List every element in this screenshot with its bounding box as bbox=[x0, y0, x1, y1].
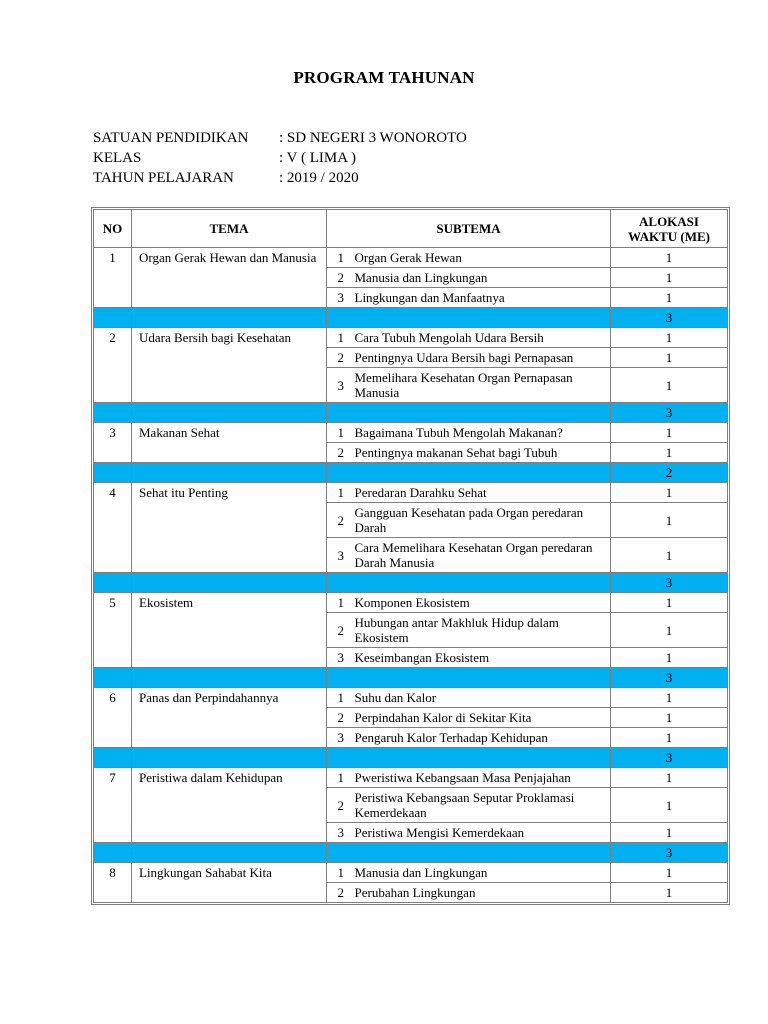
subtheme-number: 2 bbox=[327, 503, 353, 538]
subtotal-allocation: 3 bbox=[611, 668, 728, 688]
table-row bbox=[94, 328, 728, 348]
subtheme-name: Cara Tubuh Mengolah Udara Bersih bbox=[353, 328, 611, 348]
subtheme-name: Manusia dan Lingkungan bbox=[353, 268, 611, 288]
info-label: KELAS bbox=[93, 150, 142, 166]
subtheme-number: 3 bbox=[327, 728, 353, 748]
table-row bbox=[94, 593, 728, 613]
subtotal-allocation: 2 bbox=[611, 463, 728, 483]
theme-name: Udara Bersih bagi Kesehatan bbox=[132, 328, 327, 403]
subtotal-cell-blank bbox=[327, 463, 611, 483]
subtotal-cell-blank bbox=[132, 308, 327, 328]
theme-name: Makanan Sehat bbox=[132, 423, 327, 463]
subtheme-name: Memelihara Kesehatan Organ Pernapasan Manusia bbox=[353, 368, 611, 403]
subtotal-row bbox=[94, 403, 728, 423]
subtotal-cell-blank bbox=[94, 573, 132, 593]
table-row bbox=[94, 768, 728, 788]
subtheme-allocation: 1 bbox=[611, 863, 728, 883]
subtheme-allocation: 1 bbox=[611, 613, 728, 648]
subtheme-allocation: 1 bbox=[611, 248, 728, 268]
subtheme-name: Hubungan antar Makhluk Hidup dalam Ekosistem bbox=[353, 613, 611, 648]
theme-number: 6 bbox=[94, 688, 132, 748]
info-label: SATUAN PENDIDIKAN bbox=[93, 130, 249, 146]
subtheme-number: 1 bbox=[327, 423, 353, 443]
subtheme-name: Gangguan Kesehatan pada Organ peredaran Darah bbox=[353, 503, 611, 538]
table-row bbox=[94, 863, 728, 883]
info-value: : SD NEGERI 3 WONOROTO bbox=[279, 130, 467, 146]
subtheme-name: Peristiwa Kebangsaan Seputar Proklamasi Kemerdekaan bbox=[353, 788, 611, 823]
theme-name: Lingkungan Sahabat Kita bbox=[132, 863, 327, 903]
subtotal-allocation: 3 bbox=[611, 573, 728, 593]
subtotal-cell-blank bbox=[132, 403, 327, 423]
subtheme-name: Organ Gerak Hewan bbox=[353, 248, 611, 268]
subtheme-number: 1 bbox=[327, 248, 353, 268]
header-subtema: SUBTEMA bbox=[327, 210, 611, 248]
theme-name: Sehat itu Penting bbox=[132, 483, 327, 573]
theme-number: 2 bbox=[94, 328, 132, 403]
table-row bbox=[94, 483, 728, 503]
subtotal-cell-blank bbox=[94, 463, 132, 483]
subtheme-name: Komponen Ekosistem bbox=[353, 593, 611, 613]
theme-number: 1 bbox=[94, 248, 132, 308]
info-row-tahun bbox=[93, 168, 467, 188]
info-label: TAHUN PELAJARAN bbox=[93, 170, 234, 186]
subtotal-row bbox=[94, 668, 728, 688]
table-body bbox=[94, 248, 728, 903]
subtotal-row bbox=[94, 463, 728, 483]
page-title: PROGRAM TAHUNAN bbox=[293, 68, 475, 87]
subtheme-allocation: 1 bbox=[611, 728, 728, 748]
subtotal-allocation: 3 bbox=[611, 308, 728, 328]
table-row bbox=[94, 423, 728, 443]
subtheme-number: 2 bbox=[327, 268, 353, 288]
subtheme-number: 2 bbox=[327, 348, 353, 368]
theme-number: 3 bbox=[94, 423, 132, 463]
subtotal-cell-blank bbox=[132, 748, 327, 768]
subtotal-allocation: 3 bbox=[611, 748, 728, 768]
header-alokasi-line1: ALOKASI bbox=[639, 213, 699, 229]
subtotal-cell-blank bbox=[94, 748, 132, 768]
school-info bbox=[93, 128, 467, 188]
subtotal-allocation: 3 bbox=[611, 403, 728, 423]
subtotal-cell-blank bbox=[327, 748, 611, 768]
subtheme-number: 3 bbox=[327, 288, 353, 308]
subtheme-name: Perubahan Lingkungan bbox=[353, 883, 611, 903]
subtheme-allocation: 1 bbox=[611, 788, 728, 823]
subtheme-allocation: 1 bbox=[611, 883, 728, 903]
subtotal-cell-blank bbox=[132, 573, 327, 593]
table-row bbox=[94, 248, 728, 268]
subtheme-number: 3 bbox=[327, 648, 353, 668]
subtheme-name: Peredaran Darahku Sehat bbox=[353, 483, 611, 503]
header-tema: TEMA bbox=[132, 210, 327, 248]
subtotal-cell-blank bbox=[94, 843, 132, 863]
subtheme-allocation: 1 bbox=[611, 288, 728, 308]
subtotal-cell-blank bbox=[327, 403, 611, 423]
subtheme-allocation: 1 bbox=[611, 348, 728, 368]
subtheme-number: 1 bbox=[327, 768, 353, 788]
subtheme-number: 1 bbox=[327, 483, 353, 503]
subtotal-cell-blank bbox=[132, 463, 327, 483]
subtheme-name: Pengaruh Kalor Terhadap Kehidupan bbox=[353, 728, 611, 748]
subtheme-allocation: 1 bbox=[611, 443, 728, 463]
subtheme-number: 1 bbox=[327, 328, 353, 348]
subtheme-allocation: 1 bbox=[611, 503, 728, 538]
subtheme-allocation: 1 bbox=[611, 688, 728, 708]
subtotal-row bbox=[94, 308, 728, 328]
theme-number: 5 bbox=[94, 593, 132, 668]
info-row-satuan bbox=[93, 128, 467, 148]
subtheme-name: Suhu dan Kalor bbox=[353, 688, 611, 708]
theme-number: 7 bbox=[94, 768, 132, 843]
subtheme-number: 1 bbox=[327, 863, 353, 883]
subtheme-name: Perpindahan Kalor di Sekitar Kita bbox=[353, 708, 611, 728]
subtheme-number: 3 bbox=[327, 368, 353, 403]
subtheme-allocation: 1 bbox=[611, 538, 728, 573]
theme-name: Panas dan Perpindahannya bbox=[132, 688, 327, 748]
subtheme-name: Cara Memelihara Kesehatan Organ peredaran Darah Manusia bbox=[353, 538, 611, 573]
subtotal-cell-blank bbox=[132, 668, 327, 688]
subtheme-name: Manusia dan Lingkungan bbox=[353, 863, 611, 883]
program-table-frame bbox=[91, 207, 730, 905]
subtotal-cell-blank bbox=[327, 308, 611, 328]
subtotal-cell-blank bbox=[94, 668, 132, 688]
subtotal-allocation: 3 bbox=[611, 843, 728, 863]
subtheme-allocation: 1 bbox=[611, 268, 728, 288]
theme-number: 8 bbox=[94, 863, 132, 903]
subtheme-number: 3 bbox=[327, 823, 353, 843]
subtheme-allocation: 1 bbox=[611, 708, 728, 728]
theme-number: 4 bbox=[94, 483, 132, 573]
subtheme-name: Pentingnya Udara Bersih bagi Pernapasan bbox=[353, 348, 611, 368]
subtheme-number: 3 bbox=[327, 538, 353, 573]
info-value: : 2019 / 2020 bbox=[279, 170, 359, 186]
subtheme-name: Peristiwa Mengisi Kemerdekaan bbox=[353, 823, 611, 843]
subtheme-name: Lingkungan dan Manfaatnya bbox=[353, 288, 611, 308]
subtheme-number: 1 bbox=[327, 593, 353, 613]
theme-name: Ekosistem bbox=[132, 593, 327, 668]
header-no: NO bbox=[94, 210, 132, 248]
subtotal-cell-blank bbox=[132, 843, 327, 863]
info-row-kelas bbox=[93, 148, 467, 168]
subtheme-allocation: 1 bbox=[611, 768, 728, 788]
subtotal-cell-blank bbox=[94, 403, 132, 423]
subtotal-cell-blank bbox=[327, 573, 611, 593]
theme-name: Organ Gerak Hewan dan Manusia bbox=[132, 248, 327, 308]
subtheme-number: 2 bbox=[327, 613, 353, 648]
subtheme-allocation: 1 bbox=[611, 648, 728, 668]
subtheme-allocation: 1 bbox=[611, 368, 728, 403]
subtheme-name: Pweristiwa Kebangsaan Masa Penjajahan bbox=[353, 768, 611, 788]
theme-name: Peristiwa dalam Kehidupan bbox=[132, 768, 327, 843]
subtheme-allocation: 1 bbox=[611, 423, 728, 443]
subtheme-number: 2 bbox=[327, 708, 353, 728]
subtheme-allocation: 1 bbox=[611, 823, 728, 843]
subtotal-cell-blank bbox=[94, 308, 132, 328]
subtheme-allocation: 1 bbox=[611, 483, 728, 503]
table-row bbox=[94, 688, 728, 708]
subtotal-row bbox=[94, 843, 728, 863]
subtheme-number: 2 bbox=[327, 443, 353, 463]
subtheme-allocation: 1 bbox=[611, 328, 728, 348]
info-value: : V ( LIMA ) bbox=[279, 150, 356, 166]
subtheme-name: Keseimbangan Ekosistem bbox=[353, 648, 611, 668]
subtheme-name: Bagaimana Tubuh Mengolah Makanan? bbox=[353, 423, 611, 443]
subtotal-row bbox=[94, 748, 728, 768]
subtotal-cell-blank bbox=[327, 843, 611, 863]
program-table bbox=[93, 209, 728, 903]
subtheme-number: 2 bbox=[327, 883, 353, 903]
subtheme-number: 1 bbox=[327, 688, 353, 708]
subtotal-cell-blank bbox=[327, 668, 611, 688]
table-header-row bbox=[94, 210, 728, 248]
subtheme-name: Pentingnya makanan Sehat bagi Tubuh bbox=[353, 443, 611, 463]
header-alokasi bbox=[611, 210, 728, 248]
subtheme-number: 2 bbox=[327, 788, 353, 823]
header-alokasi-line2: WAKTU (ME) bbox=[628, 228, 710, 244]
subtotal-row bbox=[94, 573, 728, 593]
subtheme-allocation: 1 bbox=[611, 593, 728, 613]
